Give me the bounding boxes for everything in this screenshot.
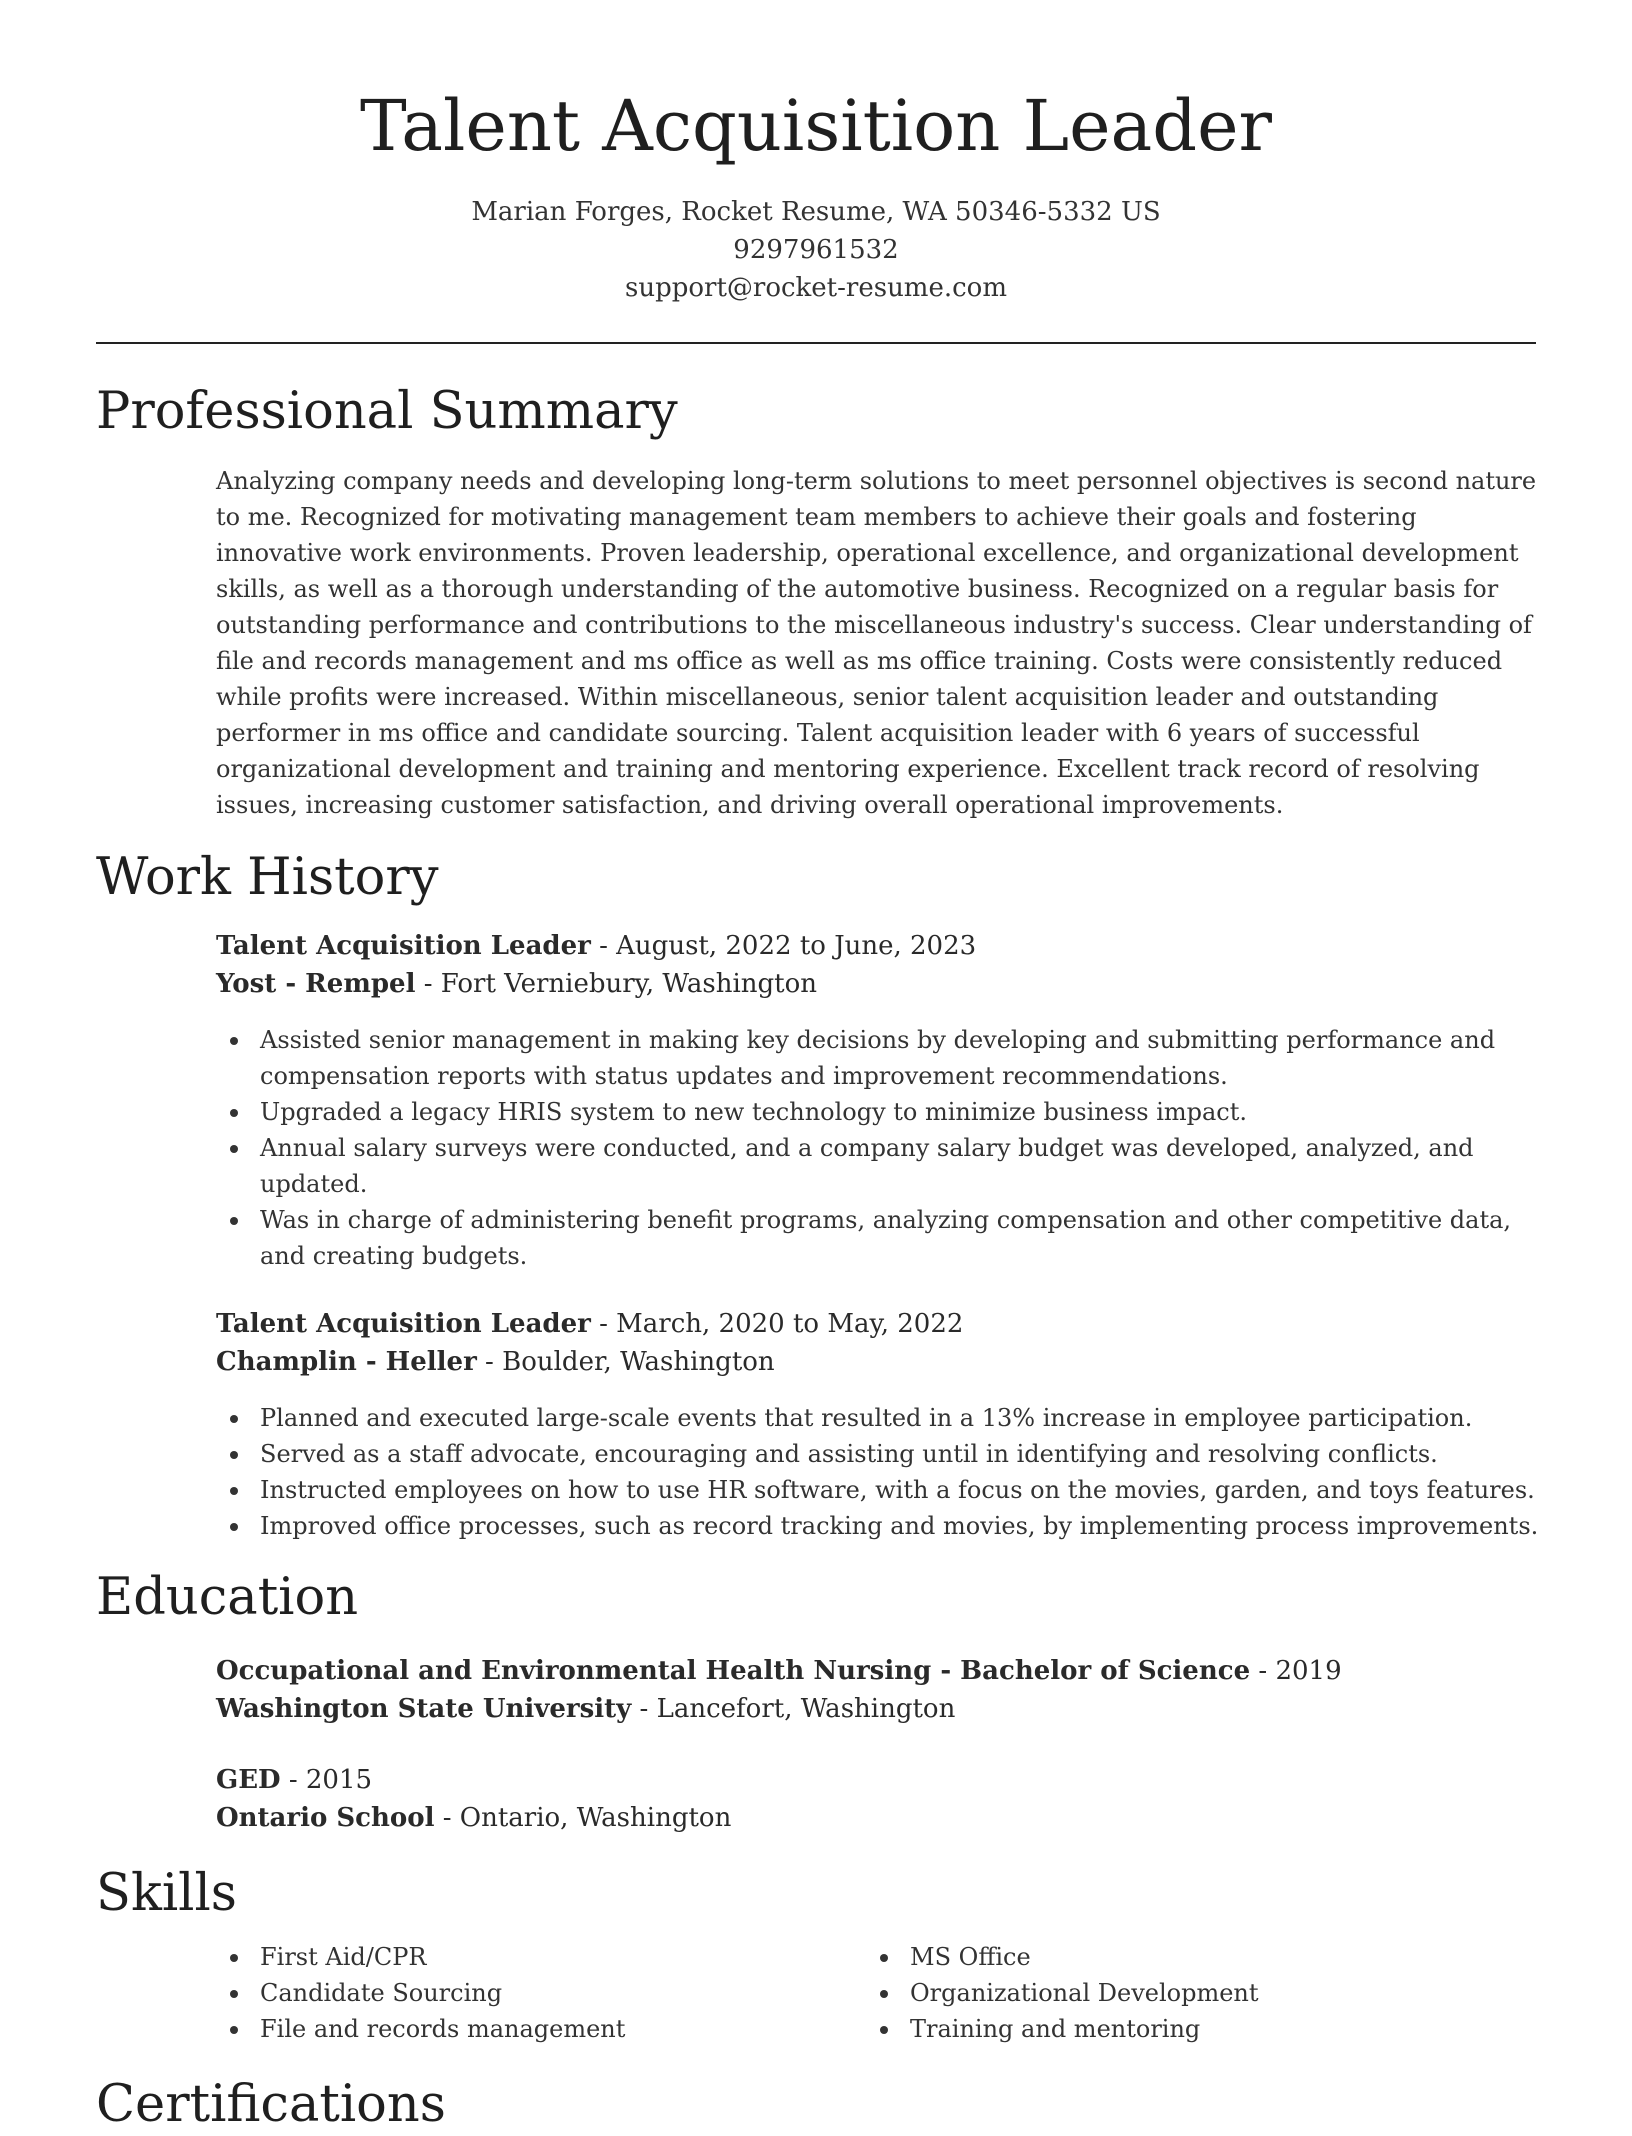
job-company: Yost - Rempel (216, 969, 416, 999)
job-bullets (216, 1400, 1541, 1544)
list-item: Was in charge of administering benefit programs, analyzing compensation and other competitive data, and creating budgets. (216, 1202, 1541, 1274)
skill-item: First Aid/CPR (216, 1939, 836, 1975)
list-item: Served as a staff advocate, encouraging and assisting until in identifying and resolving conflicts. (216, 1436, 1541, 1472)
school: Washington State University (216, 1694, 632, 1724)
skills-column-left (216, 1939, 836, 2047)
skills-heading: Skills (96, 1864, 237, 1923)
list-item: Annual salary surveys were conducted, and a company salary budget was developed, analyzed, and updated. (216, 1130, 1541, 1202)
skill-item: Candidate Sourcing (216, 1975, 836, 2011)
job-dates: - August, 2022 to June, 2023 (590, 931, 977, 961)
list-item: Instructed employees on how to use HR software, with a focus on the movies, garden, and toys features. (216, 1472, 1541, 1508)
certifications-heading: Certifications (96, 2075, 446, 2134)
resume-title: Talent Acquisition Leader (360, 85, 1272, 167)
work-history-heading: Work History (96, 848, 439, 907)
degree-year: - 2015 (280, 1765, 373, 1795)
degree: GED (216, 1765, 281, 1795)
degree-line (216, 1652, 1536, 1690)
job-entry (216, 1305, 1536, 1381)
education-entry (216, 1652, 1536, 1728)
summary-text: Analyzing company needs and developing long-term solutions to meet personnel objectives is second nature to me. Recognized for motivating management team members to achieve their goals and fostering innovative work environments. Proven leadership, operational excellence, and organizational development skills, as well as a thorough understanding of the automotive business. Recognized on a regular basis for outstanding performance and contributions to the miscellaneous industry's success. Clear understanding of file and records management and ms office as well as ms office training. Costs were consistently reduced while profits were increased. Within miscellaneous, senior talent acquisition leader and outstanding performer in ms office and candidate sourcing. Talent acquisition leader with 6 years of successful organizational development and training and mentoring experience. Excellent track record of resolving issues, increasing customer satisfaction, and driving overall operational improvements. (216, 467, 1537, 819)
degree-year: - 2019 (1250, 1656, 1342, 1686)
degree-line (216, 1761, 1536, 1799)
job-bullets (216, 1022, 1541, 1274)
education-entry (216, 1761, 1536, 1837)
list-item: Planned and executed large-scale events that resulted in a 13% increase in employee participation. (216, 1400, 1541, 1436)
skill-item: Training and mentoring (866, 2011, 1486, 2047)
school-line (216, 1690, 1536, 1728)
list-item: Assisted senior management in making key decisions by developing and submitting performance and compensation reports with status updates and improvement recommendations. (216, 1022, 1541, 1094)
job-entry (216, 927, 1536, 1003)
job-location: - Boulder, Washington (476, 1347, 775, 1377)
skill-item: MS Office (866, 1939, 1486, 1975)
skill-item: Organizational Development (866, 1975, 1486, 2011)
job-dates: - March, 2020 to May, 2022 (590, 1309, 964, 1339)
skills-column-right (866, 1939, 1486, 2047)
job-company: Champlin - Heller (216, 1347, 477, 1377)
education-heading: Education (96, 1568, 359, 1627)
list-item: Improved office processes, such as record tracking and movies, by implementing process improvements. (216, 1508, 1541, 1544)
summary-heading: Professional Summary (96, 382, 678, 441)
job-title: Talent Acquisition Leader (216, 931, 591, 961)
school-line (216, 1799, 1536, 1837)
job-title-line (216, 927, 1536, 965)
job-title: Talent Acquisition Leader (216, 1309, 591, 1339)
header-divider (96, 342, 1536, 344)
job-company-line (216, 965, 1536, 1003)
school-location: - Lancefort, Washington (631, 1694, 956, 1724)
school-location: - Ontario, Washington (434, 1803, 732, 1833)
contact-info (0, 193, 1632, 307)
degree: Occupational and Environmental Health Nursing - Bachelor of Science (216, 1656, 1251, 1686)
contact-email: support@rocket-resume.com (624, 273, 1007, 303)
contact-phone: 9297961532 (733, 235, 899, 265)
contact-address: Marian Forges, Rocket Resume, WA 50346-5332 US (471, 197, 1161, 227)
job-company-line (216, 1343, 1536, 1381)
skill-item: File and records management (216, 2011, 836, 2047)
list-item: Upgraded a legacy HRIS system to new technology to minimize business impact. (216, 1094, 1541, 1130)
job-title-line (216, 1305, 1536, 1343)
school: Ontario School (216, 1803, 435, 1833)
job-location: - Fort Verniebury, Washington (415, 969, 818, 999)
